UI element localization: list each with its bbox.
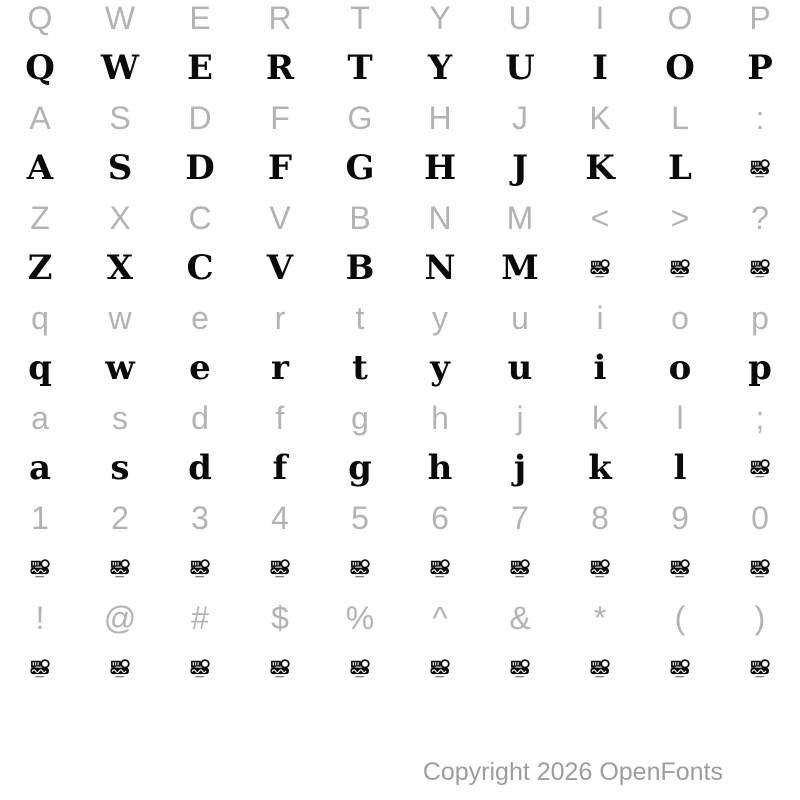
missing-glyph-logo-icon [80, 543, 160, 593]
reference-glyph: 7 [511, 500, 529, 536]
reference-glyph: U [508, 0, 532, 36]
reference-glyph: ) [754, 600, 766, 636]
missing-glyph-logo-icon [560, 543, 640, 593]
missing-glyph-logo-icon [80, 643, 160, 693]
reference-glyph: M [506, 200, 534, 236]
specimen-glyph: g [348, 448, 372, 488]
missing-glyph-logo-icon [720, 243, 800, 293]
specimen-glyph: I [592, 48, 608, 88]
specimen-row [0, 343, 800, 393]
reference-glyph: o [671, 300, 689, 336]
specimen-row [0, 143, 800, 193]
missing-glyph-logo-icon [240, 643, 320, 693]
specimen-glyph: q [28, 348, 52, 388]
specimen-glyph: C [186, 248, 214, 288]
reference-glyph: i [596, 300, 604, 336]
missing-glyph-logo-icon [720, 443, 800, 493]
missing-glyph-logo-icon [720, 643, 800, 693]
reference-glyph: 2 [111, 500, 129, 536]
reference-glyph: a [31, 400, 49, 436]
missing-glyph-logo-icon [480, 543, 560, 593]
reference-glyph: > [670, 200, 690, 236]
specimen-glyph: f [272, 448, 288, 488]
specimen-glyph: P [747, 48, 773, 88]
specimen-glyph: M [501, 248, 539, 288]
reference-glyph: T [350, 0, 370, 36]
reference-glyph: g [351, 400, 369, 436]
missing-glyph-logo-icon [400, 643, 480, 693]
specimen-glyph: A [26, 148, 54, 188]
specimen-glyph: u [507, 348, 533, 388]
specimen-glyph: l [673, 448, 687, 488]
specimen-glyph: L [668, 148, 692, 188]
specimen-glyph: s [110, 448, 130, 488]
reference-glyph: & [509, 600, 531, 636]
reference-glyph: w [108, 300, 132, 336]
specimen-row [0, 443, 800, 493]
specimen-glyph: i [593, 348, 607, 388]
specimen-glyph: d [188, 448, 212, 488]
missing-glyph-logo-icon [640, 543, 720, 593]
reference-glyph: $ [271, 600, 289, 636]
specimen-row [0, 543, 800, 593]
reference-row [0, 593, 800, 643]
reference-glyph: B [349, 200, 371, 236]
specimen-glyph: E [187, 48, 213, 88]
reference-row [0, 93, 800, 143]
reference-glyph: W [104, 0, 136, 36]
reference-glyph: l [676, 400, 684, 436]
missing-glyph-logo-icon [320, 643, 400, 693]
missing-glyph-logo-icon [480, 643, 560, 693]
reference-glyph: f [275, 400, 285, 436]
reference-glyph: u [511, 300, 529, 336]
specimen-glyph: j [513, 448, 527, 488]
specimen-glyph: R [265, 48, 295, 88]
specimen-row [0, 43, 800, 93]
missing-glyph-logo-icon [0, 643, 80, 693]
reference-glyph: X [109, 200, 131, 236]
reference-glyph: 8 [591, 500, 609, 536]
reference-glyph: P [749, 0, 771, 36]
reference-glyph: F [270, 100, 290, 136]
reference-glyph: j [516, 400, 524, 436]
specimen-glyph: Y [427, 48, 453, 88]
specimen-glyph: B [345, 248, 375, 288]
specimen-glyph: e [189, 348, 211, 388]
reference-glyph: 0 [751, 500, 769, 536]
specimen-glyph: H [423, 148, 457, 188]
missing-glyph-logo-icon [320, 543, 400, 593]
missing-glyph-logo-icon [640, 243, 720, 293]
specimen-glyph: a [28, 448, 52, 488]
reference-glyph: N [428, 200, 452, 236]
missing-glyph-logo-icon [720, 543, 800, 593]
specimen-glyph: G [345, 148, 375, 188]
reference-glyph: A [29, 100, 51, 136]
specimen-glyph: X [106, 248, 134, 288]
missing-glyph-logo-icon [0, 543, 80, 593]
specimen-glyph: U [505, 48, 535, 88]
reference-glyph: : [755, 100, 765, 136]
reference-glyph: < [590, 200, 610, 236]
reference-glyph: 9 [671, 500, 689, 536]
reference-glyph: 4 [271, 500, 289, 536]
reference-glyph: H [428, 100, 452, 136]
reference-glyph: V [269, 200, 291, 236]
specimen-glyph: K [585, 148, 615, 188]
reference-glyph: ! [35, 600, 45, 636]
reference-glyph: 3 [191, 500, 209, 536]
specimen-row [0, 243, 800, 293]
specimen-glyph: p [748, 348, 772, 388]
reference-glyph: S [109, 100, 131, 136]
missing-glyph-logo-icon [400, 543, 480, 593]
copyright-text: Copyright 2026 OpenFonts [422, 758, 723, 786]
reference-glyph: d [191, 400, 209, 436]
reference-glyph: s [112, 400, 128, 436]
missing-glyph-logo-icon [720, 143, 800, 193]
missing-glyph-logo-icon [640, 643, 720, 693]
missing-glyph-logo-icon [160, 543, 240, 593]
reference-glyph: h [431, 400, 449, 436]
reference-glyph: y [432, 300, 448, 336]
specimen-glyph: O [665, 48, 695, 88]
reference-row [0, 393, 800, 443]
specimen-glyph: J [511, 148, 529, 188]
specimen-glyph: h [427, 448, 453, 488]
specimen-glyph: w [105, 348, 135, 388]
reference-glyph: O [667, 0, 693, 36]
reference-glyph: L [671, 100, 689, 136]
reference-glyph: 6 [431, 500, 449, 536]
reference-glyph: q [31, 300, 49, 336]
missing-glyph-logo-icon [160, 643, 240, 693]
specimen-glyph: t [352, 348, 368, 388]
reference-glyph: K [589, 100, 611, 136]
reference-glyph: ^ [432, 600, 448, 636]
reference-glyph: I [595, 0, 605, 36]
specimen-glyph: Z [27, 248, 53, 288]
specimen-glyph: o [668, 348, 692, 388]
reference-glyph: @ [103, 600, 137, 636]
reference-glyph: E [189, 0, 211, 36]
specimen-glyph: W [100, 48, 140, 88]
reference-glyph: J [512, 100, 528, 136]
missing-glyph-logo-icon [560, 643, 640, 693]
specimen-glyph: F [267, 148, 293, 188]
specimen-glyph: k [588, 448, 612, 488]
reference-glyph: * [593, 600, 607, 636]
reference-glyph: G [347, 100, 373, 136]
reference-glyph: D [188, 100, 212, 136]
reference-row [0, 293, 800, 343]
specimen-row [0, 643, 800, 693]
reference-glyph: r [274, 300, 286, 336]
reference-glyph: t [355, 300, 365, 336]
specimen-glyph: y [430, 348, 450, 388]
reference-row [0, 493, 800, 543]
reference-glyph: p [751, 300, 769, 336]
reference-row [0, 193, 800, 243]
reference-glyph: # [191, 600, 209, 636]
specimen-glyph: S [107, 148, 133, 188]
specimen-glyph: V [266, 248, 294, 288]
reference-glyph: 1 [31, 500, 49, 536]
reference-glyph: 5 [351, 500, 369, 536]
specimen-glyph: r [271, 348, 289, 388]
specimen-glyph: T [347, 48, 373, 88]
reference-glyph: C [188, 200, 212, 236]
reference-glyph: Q [27, 0, 53, 36]
reference-glyph: Z [30, 200, 50, 236]
reference-glyph: ? [751, 200, 769, 236]
missing-glyph-logo-icon [560, 243, 640, 293]
reference-glyph: ; [755, 400, 765, 436]
reference-glyph: ( [674, 600, 686, 636]
specimen-glyph: D [185, 148, 215, 188]
reference-glyph: R [268, 0, 292, 36]
reference-glyph: k [592, 400, 608, 436]
reference-glyph: % [345, 600, 375, 636]
reference-glyph: e [191, 300, 209, 336]
reference-glyph: Y [429, 0, 451, 36]
missing-glyph-logo-icon [240, 543, 320, 593]
reference-row [0, 0, 800, 43]
specimen-glyph: Q [25, 48, 55, 88]
specimen-glyph: N [424, 248, 456, 288]
